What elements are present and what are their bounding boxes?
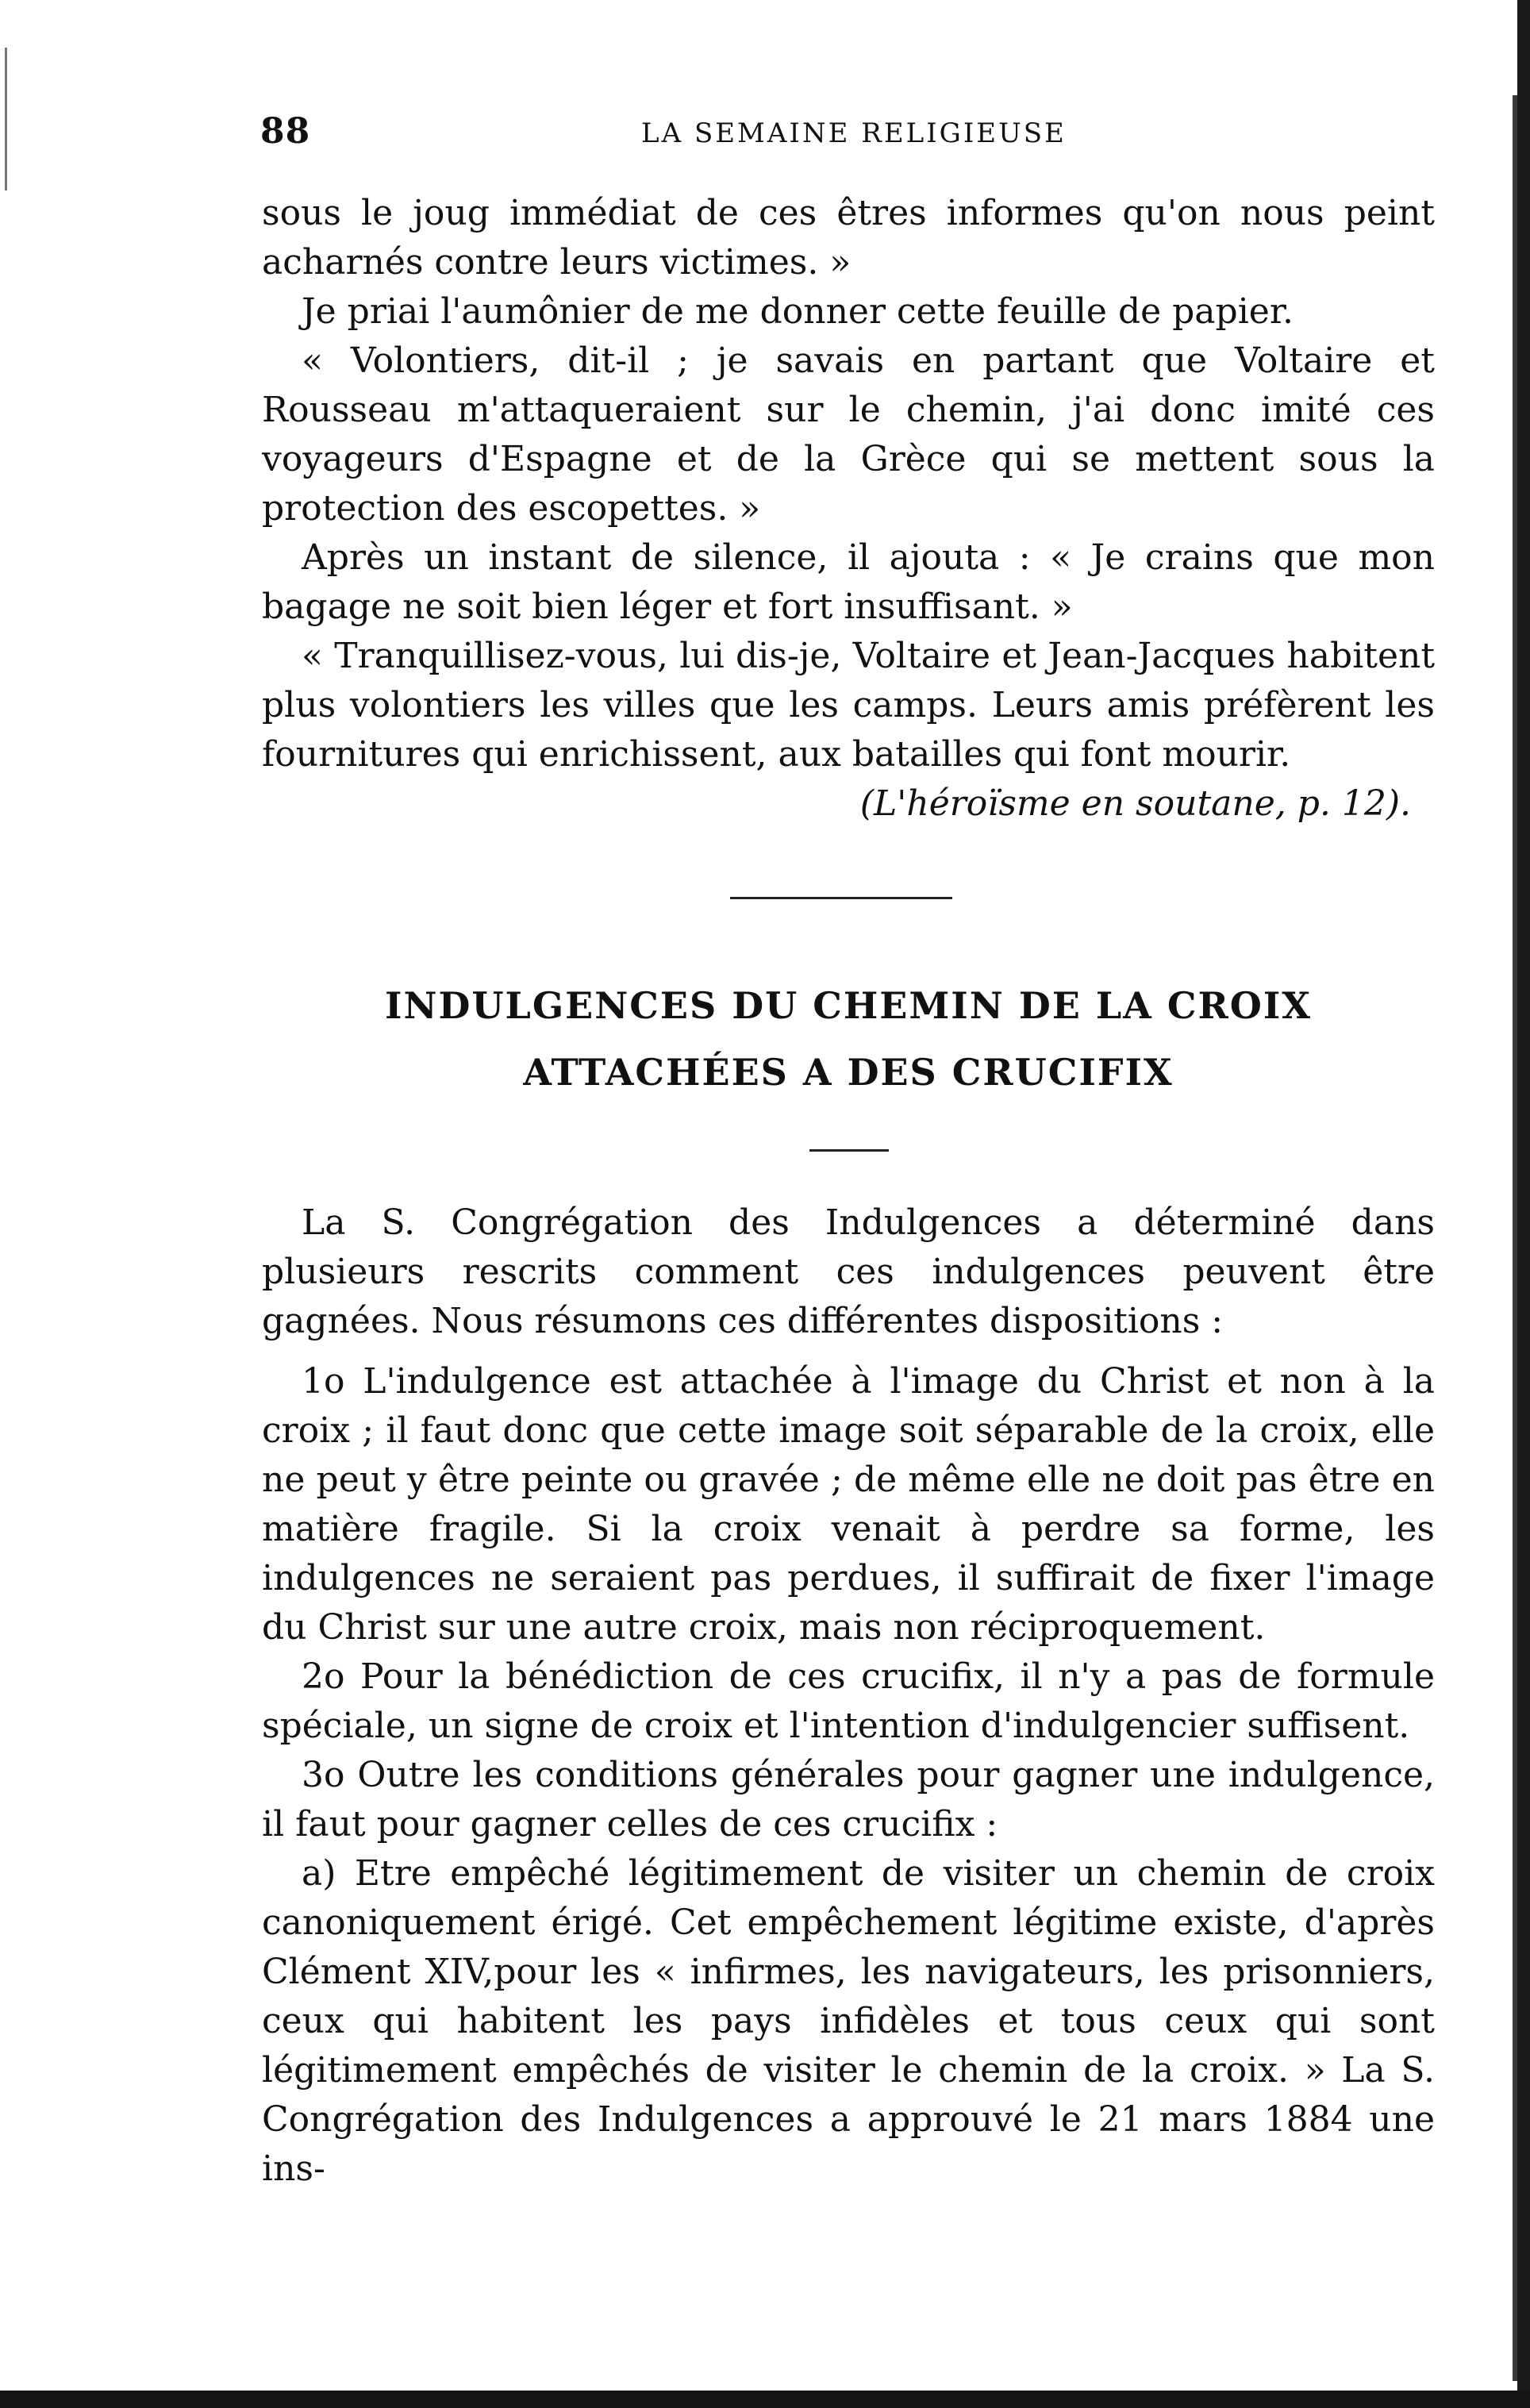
scan-edge-left <box>5 48 7 190</box>
source-citation: (L'héroïsme en soutane, p. 12). <box>859 783 1411 824</box>
scan-edge-right-shadow <box>1513 95 1517 2381</box>
running-head: LA SEMAINE RELIGIEUSE <box>641 117 1067 149</box>
upper-text <box>262 189 1435 829</box>
paragraph: 2o Pour la bénédiction de ces crucifix, il n'y a pas de formule spéciale, un signe de croix et l'intention d'indulgencier suffisent. <box>262 1656 1435 1746</box>
scan-edge-bottom <box>0 2391 1530 2408</box>
paragraph: « Volontiers, dit-il ; je savais en partant que Voltaire et Rousseau m'attaqueraient sur le chemin, j'ai donc imité ces voyageurs d'Espagne et de la Grèce qui se mettent sous la protection des escopettes. » <box>262 340 1435 529</box>
divider-rule <box>809 1149 889 1152</box>
paragraph: sous le joug immédiat de ces êtres informes qu'on nous peint acharnés contre leurs victimes. » <box>262 193 1435 283</box>
lower-text <box>262 1198 1435 2194</box>
paragraph: Après un instant de silence, il ajouta : « Je crains que mon bagage ne soit bien léger et fort insuffisant. » <box>262 537 1435 627</box>
section-title <box>262 972 1435 1106</box>
paragraph: Je priai l'aumônier de me donner cette feuille de papier. <box>302 291 1294 332</box>
paragraph: 1o L'indulgence est attachée à l'image du Christ et non à la croix ; il faut donc que cette image soit séparable de la croix, elle ne peut y être peinte ou gravée ; de même elle ne doit pas être en matière fragile. Si la croix venait à perdre sa forme, les indulgences ne seraient pas perdues, il suffirait de fixer l'image du Christ sur une autre croix, mais non réciproquement. <box>262 1361 1435 1648</box>
scan-edge-right <box>1517 0 1530 2408</box>
section-title-line: ATTACHÉES A DES CRUCIFIX <box>523 1051 1174 1094</box>
page-number: 88 <box>260 111 311 152</box>
divider-rule <box>730 897 952 899</box>
paragraph: 3o Outre les conditions générales pour gagner une indulgence, il faut pour gagner celles de ces crucifix : <box>262 1755 1435 1844</box>
paragraph: « Tranquillisez-vous, lui dis-je, Voltaire et Jean-Jacques habitent plus volontiers les villes que les camps. Leurs amis préfèrent les fournitures qui enrichissent, aux batailles qui font mourir. <box>262 636 1435 775</box>
page-header <box>260 111 1435 159</box>
paragraph: a) Etre empêché légitimement de visiter un chemin de croix canoniquement érigé. Cet empêchement légitime existe, d'après Clément XIV,pour les « infirmes, les navigateurs, les prisonniers, ceux qui habitent les pays infidèles et tous ceux qui sont légitimement empêchés de visiter le chemin de la croix. » La S. Congrégation des Indulgences a approuvé le 21 mars 1884 une ins- <box>262 1853 1435 2189</box>
section-title-line: INDULGENCES DU CHEMIN DE LA CROIX <box>384 984 1312 1027</box>
paragraph: La S. Congrégation des Indulgences a déterminé dans plusieurs rescrits comment ces indulgences peuvent être gagnées. Nous résumons ces différentes dispositions : <box>262 1202 1435 1341</box>
